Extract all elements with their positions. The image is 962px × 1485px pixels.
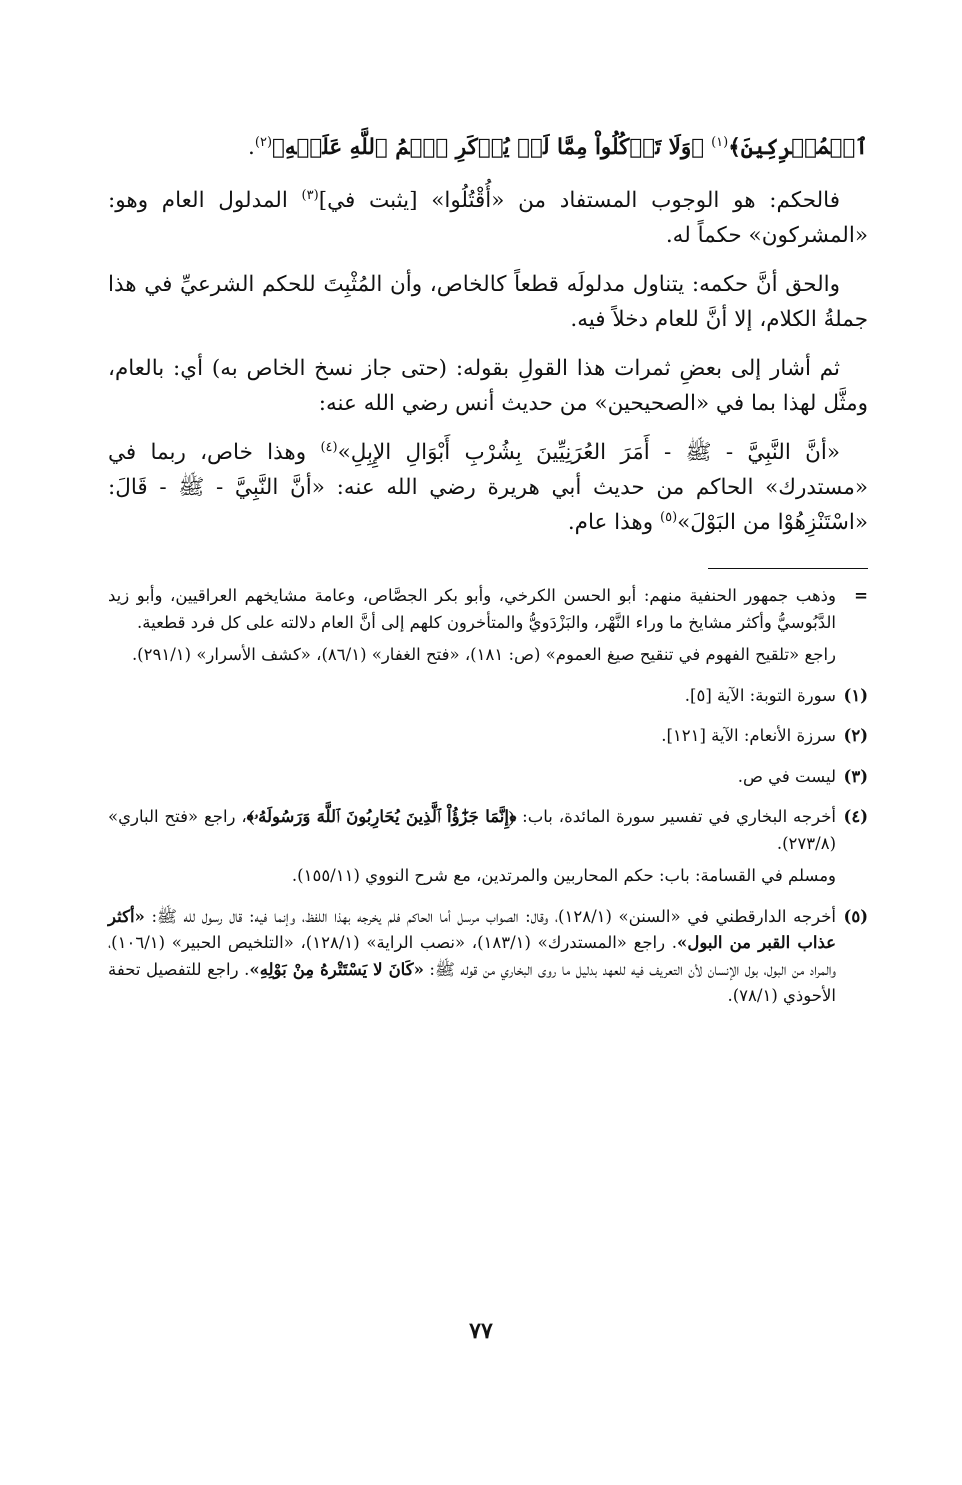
footnote-text [108, 804, 836, 857]
text-run: وهذا عام. [567, 510, 660, 535]
footnote-continued [108, 583, 868, 675]
quran-verse: ﴿وَلَا تَأۡكُلُواْ مِمَّا لَمۡ يُذۡكَرِ ٱسۡمُ ٱللَّهِ عَلَيۡهِ﴾ [272, 135, 705, 160]
footnote-number: (٣) [843, 766, 868, 786]
footnote-item [108, 804, 868, 896]
footnotes [108, 583, 868, 1016]
paragraph-fruits: ثم أشار إلى بعضِ ثمرات هذا القولِ بقوله: (حتى جاز نسخ الخاص به) أي: بالعام، ومثَّل لهذا بما في «الصحيحين» من حديث أنس رضي الله عنه: [108, 356, 868, 416]
footnote-item [108, 904, 868, 1016]
continuation-mark: = [854, 586, 868, 605]
footnote-item [108, 764, 868, 797]
quran-verse: ﴿إِنَّمَا جَزَٰٓؤُاْ ٱلَّذِينَ يُحَارِبُونَ ٱللَّهَ وَرَسُولَهُۥ﴾ [246, 807, 517, 826]
footnote-item [108, 723, 868, 756]
paragraph-ruling [108, 183, 868, 253]
quran-verse: ٱلۡمُشۡرِكِينَ﴾ [728, 135, 868, 160]
page-content [108, 130, 868, 1024]
footnote-number: (٥) [843, 906, 868, 926]
paragraph-hadith [108, 435, 868, 540]
paragraph-truth: والحق أنَّ حكمه: يتناول مدلولَه قطعاً كالخاص، وأن المُثْبِتَ للحكم الشرعيِّ في هذا جملةُ الكلام، إلا أنَّ للعام دخلاً فيه. [108, 272, 868, 332]
footnote-text: وذهب جمهور الحنفية منهم: أبو الحسن الكرخي، وأبو بكر الجصَّاص، وعامة مشايخهم العراقيين، وأبو زيد الدَّبُوسيُّ وأكثر مشايخ ما وراء النَّهْر، والبَزْدَويُّ والمتأخرون كلهم إلى أنَّ العام دلالته على كل فرد قطعية. [108, 586, 836, 632]
text-run: «أنَّ النَّبِيَّ - ﷺ - أَمَرَ العُرَنِيِّينَ بِشُرْبِ أَبْوَالِ الإِبِلِ» [337, 440, 840, 465]
footnote-number: (٢) [843, 726, 868, 745]
sentence-end: . [248, 135, 255, 160]
text-run: أخرجه الدارقطني في «السنن» (١٢٨/١)، وقال: الصواب مرسل أما الحاكم فلم يخرجه بهذا اللفظ، وإنما فيه: قال رسول لله ﷺ: [144, 906, 837, 926]
text-run: . راجع للتفصيل تحفة الأحوذي (٧٨/١). [108, 959, 836, 1005]
footnote-text: ومسلم في القسامة: باب: حكم المحاربين والمرتدين، مع شرح النووي (١٥٥/١١). [291, 866, 836, 885]
text-run: ، راجع «فتح الباري» (٢٧٣/٨). [108, 807, 836, 853]
footnote-number: (١) [843, 685, 868, 705]
footnote-text [108, 904, 836, 1010]
footnote-text: سورة التوبة: الآية [٥]. [684, 685, 836, 705]
footnote-ref[interactable]: (٥) [660, 509, 678, 525]
text-run: فالحكم: هو الوجوب المستفاد من «أُقْتُلُوا» [يثبت في] [318, 188, 840, 213]
text-run: . راجع «المستدرك» (١٨٣/١)، «نصب الراية» (١٢٨/١)، «التلخيص الحبير» (١٠٦/١)، والمراد من البول، بول الإنسان لأن التعريف فيه للعهد بدليل ما روى البخاري من قوله ﷺ: [108, 933, 836, 979]
footnote-text: سرزة الأنعام: الآية [١٢١]. [661, 726, 836, 745]
footnote-text: راجع «تلقيح الفهوم في تنقيح صيغ العموم» (ص: ١٨١)، «فتح الغفار» (٨٦/١)، «كشف الأسرار» (٢٩١/١). [131, 645, 836, 664]
footnote-ref[interactable]: (٤) [320, 439, 338, 455]
footnote-item [108, 683, 868, 716]
hadith-quote: «أكثر عذاب القبر من البول» [108, 906, 837, 952]
main-text [108, 130, 868, 540]
paragraph-verses [108, 130, 868, 165]
footnote-ref[interactable]: (٣) [301, 187, 319, 203]
footnote-ref[interactable]: (٢) [254, 134, 273, 150]
footnote-text: ليست في ص. [737, 766, 836, 786]
text-run: وهذا خاص، ربما في «مستدرك» الحاكم من حديث أبي هريرة رضي الله عنه: «أنَّ النَّبِيَّ - ﷺ - قَالَ: «اسْتَنْزِهُوْا من البَوْلَ» [108, 440, 868, 535]
footnote-number: (٤) [843, 807, 868, 826]
footnote-divider [708, 568, 868, 569]
hadith-quote: «كَانَ لا يَسْتَتْرهُ مِنْ بَوْلِهِ» [249, 959, 424, 979]
page-number: ٧٧ [469, 1318, 493, 1344]
text-run: أخرجه البخاري في تفسير سورة المائدة، باب: [516, 807, 836, 826]
text-run: المدلول العام وهو: «المشركون» حكماً له. [108, 188, 868, 248]
footnote-ref[interactable]: (١) [711, 134, 729, 150]
